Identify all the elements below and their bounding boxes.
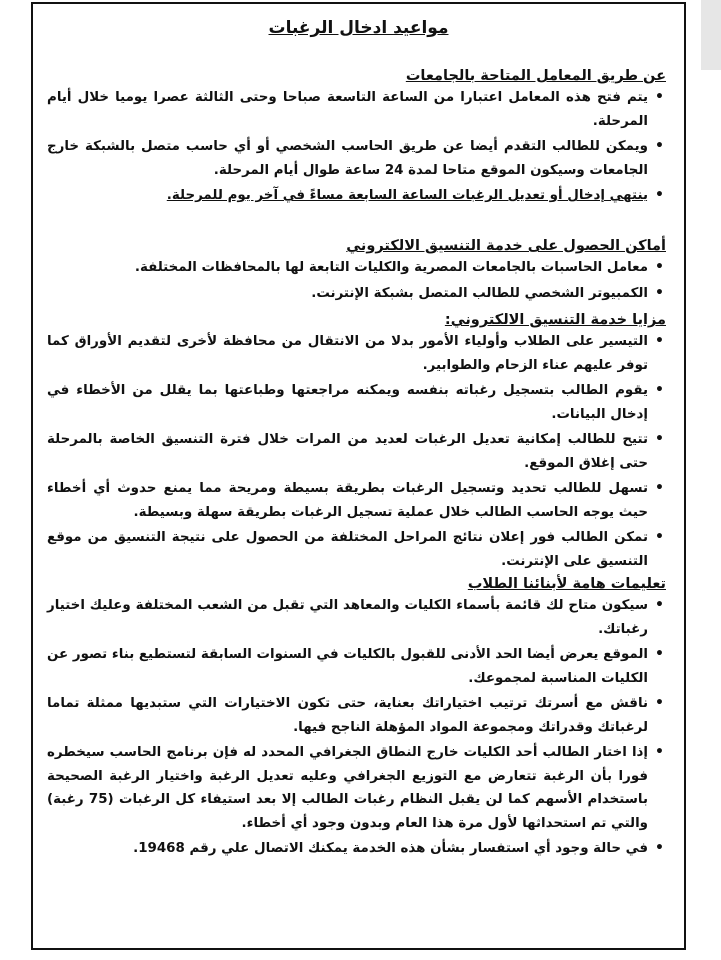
list-item: • سيكون متاح لك قائمة بأسماء الكليات والمعاهد التي تقبل من الشعب المختلفة وعليك اختيار رغباتك. xyxy=(47,594,666,641)
section-lab-access xyxy=(47,66,666,210)
list-item: • الكمبيوتر الشخصي للطالب المتصل بشبكة الإنترنت. xyxy=(47,282,666,306)
list-item: • يتم فتح هذه المعامل اعتبارا من الساعة التاسعة صباحا وحتى الثالثة عصرا يوميا خلال أيام المرحلة. xyxy=(47,86,666,133)
page-title: مواعيد ادخال الرغبات xyxy=(268,18,449,38)
bullet-list xyxy=(47,594,666,861)
title-wrap xyxy=(33,18,684,38)
scrollbar-edge xyxy=(701,0,721,70)
list-item: • ينتهي إدخال أو تعديل الرغبات الساعة السابعة مساءً في آخر يوم للمرحلة. xyxy=(47,184,666,208)
bullet-list xyxy=(47,256,666,305)
section-heading: أماكن الحصول على خدمة التنسيق الالكتروني xyxy=(346,238,666,254)
list-item: • تمكن الطالب فور إعلان نتائج المراحل المختلفة من الحصول على نتيجة التنسيق من موقع التنسيق على الإنترنت. xyxy=(47,526,666,573)
document-page xyxy=(31,2,686,950)
list-item: • ويمكن للطالب التقدم أيضا عن طريق الحاسب الشخصي أو أي حاسب متصل بالشبكة خارج الجامعات وسيكون الموقع متاحا لمدة 24 ساعة طوال أيام المرحلة. xyxy=(47,135,666,182)
section-important-instructions xyxy=(47,574,666,863)
section-service-locations xyxy=(47,236,666,307)
section-heading: عن طريق المعامل المتاحة بالجامعات xyxy=(405,68,666,84)
list-item: • تتيح للطالب إمكانية تعديل الرغبات لعديد من المرات خلال فترة التنسيق الخاصة بالمرحلة حتى إغلاق الموقع. xyxy=(47,428,666,475)
section-heading: مزايا خدمة التنسيق الالكتروني: xyxy=(444,312,666,328)
list-item: • إذا اختار الطالب أحد الكليات خارج النطاق الجغرافي المحدد له فإن برنامج الحاسب سيخطره فورا بأن الرغبة تتعارض مع التوزيع الجغرافي وعليه تعديل الرغبة واختيار الرغبة الصحيحة باستخدام الأسهم كما لن يقبل النظام رغبات الطالب إلا بعد استيفاء كل الرغبات (75 رغبة) والتي تم استحداثها لأول مرة هذا العام وبدون وجود أي أخطاء. xyxy=(47,741,666,835)
list-item: • معامل الحاسبات بالجامعات المصرية والكليات التابعة لها بالمحافظات المختلفة. xyxy=(47,256,666,280)
list-item: • تسهل للطالب تحديد وتسجيل الرغبات بطريقة بسيطة ومريحة مما يمنع حدوث أي أخطاء حيث يوجه الحاسب الطالب خلال عملية تسجيل الرغبات بطريقة سهلة وبسيطة. xyxy=(47,477,666,524)
bullet-list xyxy=(47,330,666,573)
section-service-advantages xyxy=(47,310,666,575)
list-item: • يقوم الطالب بتسجيل رغباته بنفسه ويمكنه مراجعتها وطباعتها بما يقلل من الأخطاء في إدخال البيانات. xyxy=(47,379,666,426)
list-item: • الموقع يعرض أيضا الحد الأدنى للقبول بالكليات في السنوات السابقة لتستطيع بناء تصور عن الكليات المناسبة لمجموعك. xyxy=(47,643,666,690)
list-item: • التيسير على الطلاب وأولياء الأمور بدلا من الانتقال من محافظة لأخرى لتقديم الأوراق كما توفر عليهم عناء الزحام والطوابير. xyxy=(47,330,666,377)
bullet-list xyxy=(47,86,666,208)
list-item: • في حالة وجود أي استفسار بشأن هذه الخدمة يمكنك الاتصال علي رقم 19468. xyxy=(47,837,666,861)
section-heading: تعليمات هامة لأبنائنا الطلاب xyxy=(467,576,666,592)
list-item: • ناقش مع أسرتك ترتيب اختياراتك بعناية، حتى تكون الاختيارات التي ستبديها ممثلة تماما لرغباتك وقدراتك ومجموعة المواد المؤهلة الناجح فيها. xyxy=(47,692,666,739)
